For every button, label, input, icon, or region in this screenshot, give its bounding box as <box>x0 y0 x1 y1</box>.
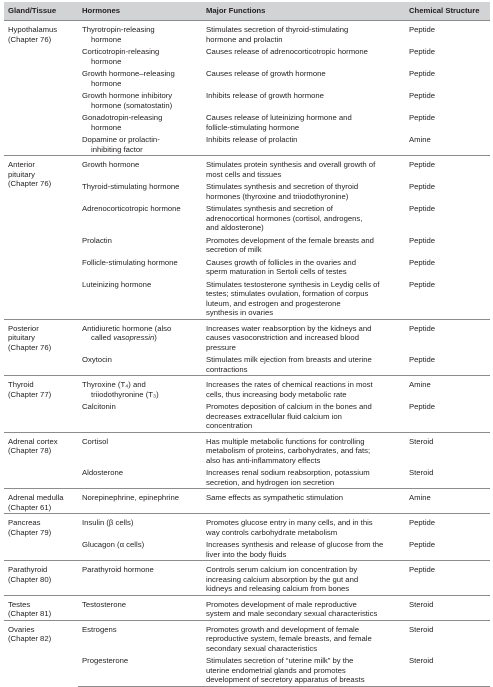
function-line: and aldosterone) <box>206 223 264 232</box>
header-functions: Major Functions <box>206 6 266 16</box>
function-cell <box>202 489 405 514</box>
gland-cell <box>4 595 78 620</box>
hormone-cell <box>78 489 202 514</box>
hormone-line: called vasopressin) <box>91 333 157 342</box>
hormone-line: Follicle-stimulating hormone <box>82 257 178 267</box>
hormone-line: Thyroxine (T₄) and <box>82 380 146 389</box>
structure-cell: Peptide <box>409 235 436 245</box>
structure-cell: Steroid <box>405 654 490 686</box>
function-line: kidneys and releasing calcium from bones <box>206 584 350 593</box>
function-line: system and male secondary sexual characteristics <box>206 609 378 618</box>
italic-term: vasopressin <box>113 333 155 342</box>
structure-cell: Peptide <box>409 47 436 56</box>
function-line: Promotes glucose entry in many cells, and in this <box>206 518 373 527</box>
structure-cell: Steroid <box>409 468 434 477</box>
hormone-line: Thyroid-stimulating hormone <box>82 182 180 191</box>
gland-line: (Chapter 78) <box>8 446 52 455</box>
function-line: Has multiple metabolic functions for controlling <box>206 436 365 446</box>
function-line: secondary sexual characteristics <box>206 643 318 653</box>
function-cell <box>202 466 405 489</box>
hormone-line: Prolactin <box>82 235 112 245</box>
hormone-line: Growth hormone <box>82 160 140 169</box>
function-line: Inhibits release of growth hormone <box>206 91 324 100</box>
function-line: luteum, and estrogen and progesterone <box>206 298 341 308</box>
table-row <box>4 376 490 401</box>
function-line: hormone and prolactin <box>206 34 283 44</box>
function-cell <box>202 67 405 89</box>
function-line: Causes growth of follicles in the ovaries and <box>206 257 356 267</box>
hormone-line: inhibiting factor <box>91 144 143 154</box>
hormone-cell <box>78 561 202 596</box>
gland-line: Parathyroid <box>8 565 48 574</box>
hormone-cell <box>78 620 202 654</box>
gland-line: pituitary <box>8 333 35 342</box>
function-cell <box>202 234 405 256</box>
header-gland: Gland/Tissue <box>8 6 57 16</box>
function-line: secretion of milk <box>206 245 262 254</box>
function-line: Stimulates secretion of thyroid-stimulating <box>206 25 349 34</box>
hormone-cell <box>78 111 202 133</box>
hormone-cell <box>78 538 202 561</box>
structure-cell: Peptide <box>409 257 436 267</box>
gland-line: (Chapter 79) <box>8 527 52 537</box>
function-cell <box>202 278 405 320</box>
function-line: pressure <box>206 342 236 352</box>
hormone-line: hormone <box>91 34 122 44</box>
hormone-line: Insulin (β cells) <box>82 518 134 527</box>
table-row <box>4 620 490 654</box>
function-line: contractions <box>206 364 248 374</box>
gland-line: (Chapter 80) <box>8 574 52 584</box>
function-line: Increases water reabsorption by the kidneys and <box>206 323 372 333</box>
hormone-line: Dopamine or prolactin- <box>82 135 160 144</box>
function-line: Inhibits release of prolactin <box>206 135 298 144</box>
gland-cell <box>4 514 78 561</box>
function-line: secretion, and hydrogen ion secretion <box>206 477 335 487</box>
header-structure: Chemical Structure <box>409 6 480 16</box>
header-hormones: Hormones <box>82 6 121 16</box>
hormone-cell <box>78 45 202 67</box>
function-line: follicle-stimulating hormone <box>206 122 300 132</box>
hormone-line: Calcitonin <box>82 402 116 411</box>
function-line: liver into the body fluids <box>206 549 287 559</box>
gland-line: Ovaries <box>8 624 35 634</box>
function-cell <box>202 202 405 234</box>
function-line: Stimulates testosterone synthesis in Leydig cells of <box>206 279 380 289</box>
function-line: Stimulates synthesis and secretion of <box>206 204 333 213</box>
hormone-line: hormone <box>91 56 122 66</box>
function-cell <box>202 538 405 561</box>
hormone-line: Luteinizing hormone <box>82 279 152 289</box>
function-line: sperm maturation in Sertoli cells of testes <box>206 267 347 276</box>
structure-cell: Peptide <box>409 279 436 289</box>
structure-cell: Peptide <box>409 402 436 411</box>
gland-line: pituitary <box>8 169 35 179</box>
gland-line: Adrenal cortex <box>8 436 58 446</box>
gland-line: (Chapter 82) <box>8 634 52 643</box>
gland-line: Posterior <box>8 323 39 333</box>
hormone-line: Growth hormone inhibitory <box>82 91 173 100</box>
hormone-line: Oxytocin <box>82 355 112 364</box>
gland-line: (Chapter 77) <box>8 389 52 399</box>
hormone-cell <box>78 180 202 202</box>
function-line: uterine endometrial glands and promotes <box>206 665 346 675</box>
function-cell <box>202 133 405 156</box>
structure-cell: Peptide <box>409 91 436 100</box>
structure-cell: Steroid <box>405 595 490 620</box>
table-row <box>4 514 490 539</box>
hormone-table <box>4 2 490 687</box>
gland-line: (Chapter 76) <box>8 342 52 352</box>
function-cell <box>202 561 405 596</box>
function-line: adrenocortical hormones (cortisol, androgens, <box>206 213 363 223</box>
table-row <box>4 561 490 596</box>
function-line: Increases renal sodium reabsorption, potassium <box>206 468 370 477</box>
structure-cell: Peptide <box>405 21 490 46</box>
hormone-cell <box>78 67 202 89</box>
function-line: way controls carbohydrate metabolism <box>206 527 338 537</box>
hormone-cell <box>78 202 202 234</box>
gland-cell <box>4 561 78 596</box>
header-row <box>4 2 490 21</box>
gland-line: (Chapter 76) <box>8 179 52 188</box>
function-cell <box>202 111 405 133</box>
hormone-line: Growth hormone–releasing <box>82 69 175 78</box>
function-line: synthesis in ovaries <box>206 308 274 317</box>
function-line: hormones (thyroxine and triiodothyronine) <box>206 191 349 201</box>
table-row <box>4 319 490 353</box>
function-line: development of secretory apparatus of breasts <box>206 675 365 684</box>
structure-cell: Peptide <box>405 514 490 539</box>
gland-line: Hypothalamus <box>8 25 58 34</box>
function-line: Promotes growth and development of female <box>206 624 359 634</box>
table-row <box>4 156 490 181</box>
structure-cell: Peptide <box>405 156 490 181</box>
function-line: Causes release of adrenocorticotropic hormone <box>206 47 368 56</box>
gland-cell <box>4 489 78 514</box>
hormone-cell <box>78 432 202 466</box>
hormone-line: Aldosterone <box>82 468 124 477</box>
table-row <box>4 595 490 620</box>
function-cell <box>202 620 405 654</box>
function-line: concentration <box>206 421 253 430</box>
function-cell <box>202 256 405 278</box>
hormone-cell <box>78 654 202 686</box>
function-line: cells, thus increasing body metabolic rate <box>206 389 347 399</box>
function-line: Promotes development of male reproductive <box>206 599 357 609</box>
function-cell <box>202 400 405 432</box>
hormone-line: Adrenocorticotropic hormone <box>82 204 181 213</box>
gland-cell <box>4 620 78 686</box>
function-cell <box>202 432 405 466</box>
hormone-cell <box>78 21 202 46</box>
hormone-line: Testosterone <box>82 599 127 609</box>
table-header <box>4 2 490 21</box>
hormone-cell <box>78 319 202 353</box>
hormone-line: Antidiuretic hormone (also <box>82 323 172 333</box>
gland-cell <box>4 319 78 376</box>
function-line: Causes release of luteinizing hormone and <box>206 113 352 122</box>
function-line: Stimulates protein synthesis and overall growth of <box>206 160 376 169</box>
function-line: Controls serum calcium ion concentration by <box>206 565 358 574</box>
function-cell <box>202 156 405 181</box>
gland-cell <box>4 432 78 489</box>
structure-cell: Peptide <box>409 355 436 364</box>
function-line: Stimulates secretion of “uterine milk” by the <box>206 656 354 665</box>
table-row <box>4 489 490 514</box>
function-line: Increases the rates of chemical reactions in most <box>206 380 373 389</box>
structure-cell: Steroid <box>405 620 490 654</box>
function-cell <box>202 514 405 539</box>
function-line: decreases extracellular fluid calcium ion <box>206 411 342 421</box>
structure-cell: Peptide <box>409 540 436 549</box>
gland-cell <box>4 376 78 433</box>
hormone-cell <box>78 89 202 111</box>
gland-line: (Chapter 61) <box>8 502 52 512</box>
function-line: Promotes deposition of calcium in the bones and <box>206 402 372 411</box>
hormone-line: Parathyroid hormone <box>82 565 154 574</box>
gland-line: (Chapter 81) <box>8 609 52 618</box>
hormone-line: Corticotropin-releasing <box>82 47 160 56</box>
function-line: metabolism of proteins, carbohydrates, and fats; <box>206 446 371 455</box>
structure-cell: Peptide <box>409 182 436 191</box>
hormone-line: hormone <box>91 78 122 88</box>
structure-cell: Peptide <box>409 113 436 122</box>
hormone-line: hormone <box>91 122 122 132</box>
gland-line: Pancreas <box>8 518 41 527</box>
function-cell <box>202 180 405 202</box>
function-cell <box>202 89 405 111</box>
structure-cell: Steroid <box>405 432 490 466</box>
hormone-line: Gonadotropin-releasing <box>82 113 163 122</box>
table-body <box>4 21 490 687</box>
hormone-line: Progesterone <box>82 656 129 665</box>
structure-cell: Amine <box>405 489 490 514</box>
table-row <box>4 21 490 46</box>
function-cell <box>202 353 405 376</box>
hormone-cell <box>78 514 202 539</box>
gland-line: (Chapter 76) <box>8 34 52 44</box>
gland-cell <box>4 21 78 156</box>
function-line: Promotes development of the female breasts and <box>206 235 374 245</box>
structure-cell: Amine <box>405 376 490 401</box>
function-line: Stimulates synthesis and secretion of thyroid <box>206 182 359 191</box>
gland-line: Testes <box>8 599 31 609</box>
function-cell <box>202 376 405 401</box>
hormone-line: Glucagon (α cells) <box>82 540 145 549</box>
function-cell <box>202 21 405 46</box>
function-cell <box>202 595 405 620</box>
function-line: Causes release of growth hormone <box>206 69 326 78</box>
function-line: reproductive system, female breasts, and female <box>206 634 372 643</box>
hormone-line: Norepinephrine, epinephrine <box>82 493 180 502</box>
function-line: most cells and tissues <box>206 169 282 179</box>
hormone-line: Thyrotropin-releasing <box>82 25 155 34</box>
function-cell <box>202 654 405 686</box>
function-line: causes vasoconstriction and increased blood <box>206 333 359 342</box>
hormone-cell <box>78 234 202 256</box>
function-line: Stimulates milk ejection from breasts and uterine <box>206 355 372 364</box>
gland-cell <box>4 156 78 320</box>
hormone-cell <box>78 376 202 401</box>
hormone-cell <box>78 156 202 181</box>
hormone-cell <box>78 133 202 156</box>
function-line: increasing calcium absorption by the gut and <box>206 574 359 584</box>
function-line: Same effects as sympathetic stimulation <box>206 493 344 502</box>
structure-cell: Amine <box>409 135 431 144</box>
hormone-line: Estrogens <box>82 624 117 634</box>
hormone-cell <box>78 466 202 489</box>
hormone-cell <box>78 278 202 320</box>
function-cell <box>202 45 405 67</box>
structure-cell: Peptide <box>409 204 436 213</box>
function-line: also has anti-inflammatory effects <box>206 455 321 465</box>
structure-cell: Peptide <box>409 69 436 78</box>
table-row <box>4 432 490 466</box>
structure-cell: Peptide <box>405 561 490 596</box>
hormone-cell <box>78 353 202 376</box>
function-line: testes; stimulates ovulation, formation of corpus <box>206 289 369 298</box>
hormone-cell <box>78 400 202 432</box>
function-cell <box>202 319 405 353</box>
hormone-line: Cortisol <box>82 436 109 446</box>
gland-line: Thyroid <box>8 380 34 389</box>
hormone-line: triiodothyronine (T₃) <box>91 389 159 399</box>
hormone-cell <box>78 595 202 620</box>
hormone-line: hormone (somatostatin) <box>91 100 173 110</box>
gland-line: Adrenal medulla <box>8 493 64 502</box>
gland-line: Anterior <box>8 160 35 169</box>
hormone-cell <box>78 256 202 278</box>
structure-cell: Peptide <box>405 319 490 353</box>
function-line: Increases synthesis and release of glucose from the <box>206 540 384 549</box>
